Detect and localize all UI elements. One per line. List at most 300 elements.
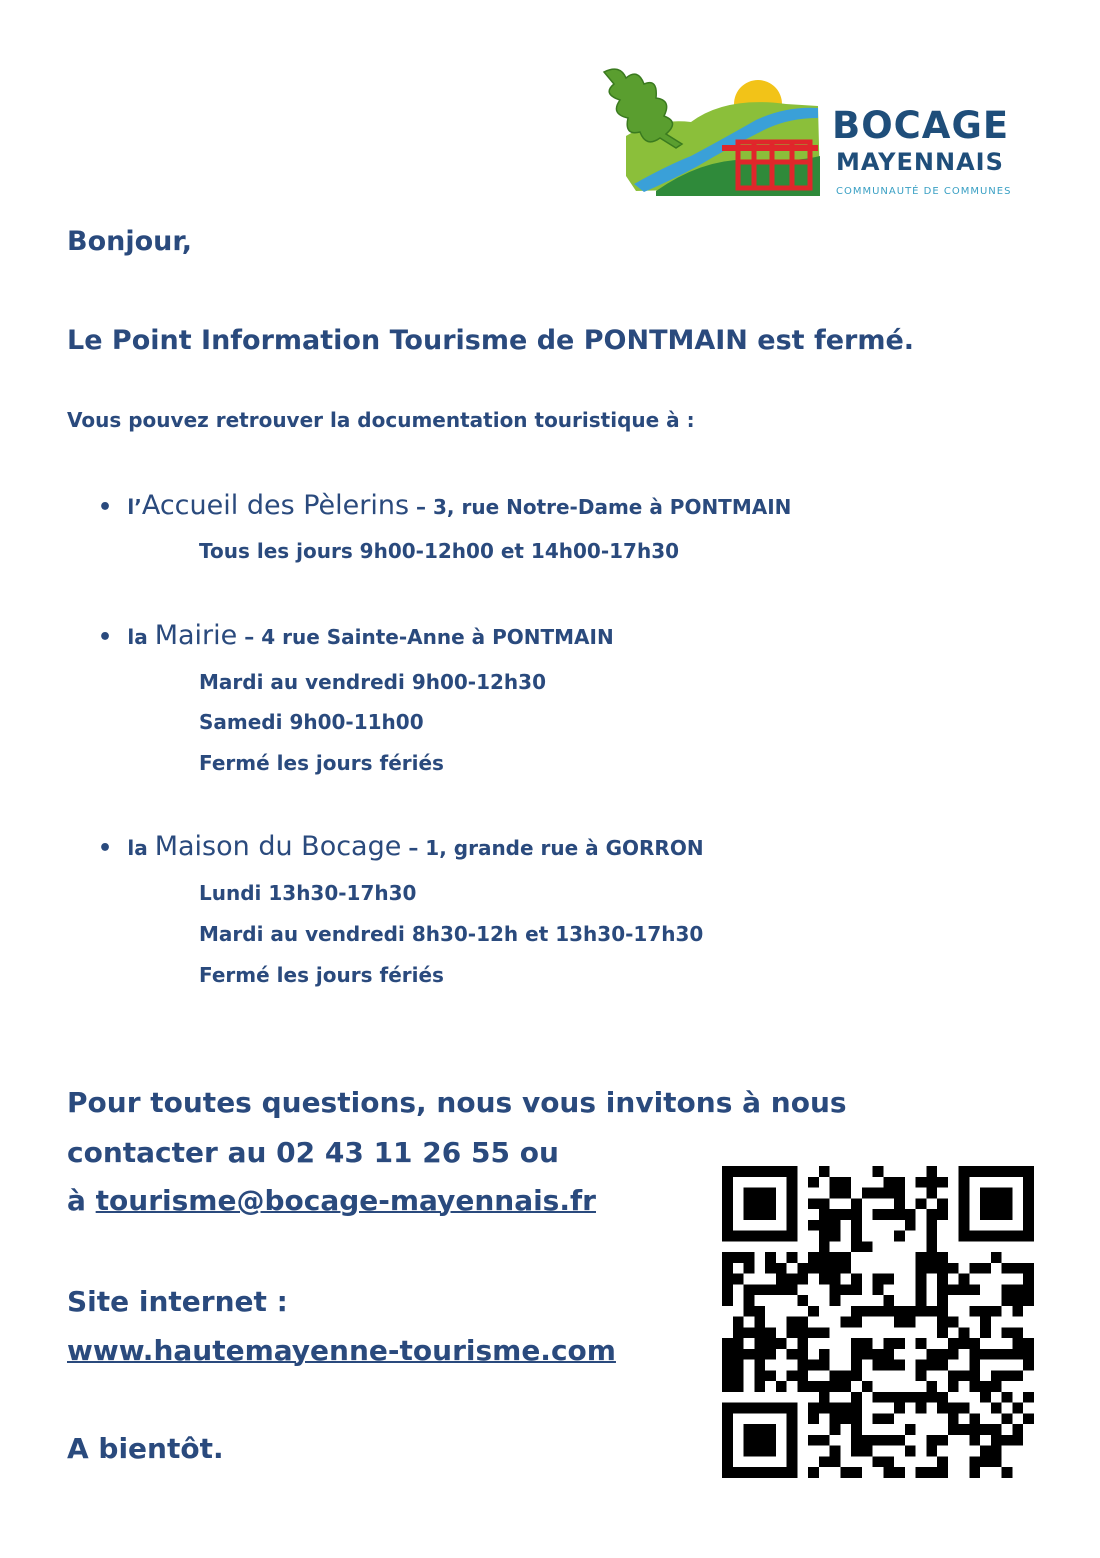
qr-module <box>722 1209 733 1220</box>
qr-module <box>797 1263 808 1274</box>
qr-module <box>830 1381 841 1392</box>
qr-module <box>765 1424 776 1435</box>
qr-module <box>905 1392 916 1403</box>
qr-module <box>980 1392 991 1403</box>
qr-module <box>991 1252 1002 1263</box>
qr-module <box>754 1317 765 1328</box>
qr-module <box>959 1284 970 1295</box>
qr-module <box>787 1220 798 1231</box>
qr-module <box>873 1166 884 1177</box>
qr-module <box>980 1188 991 1199</box>
qr-module <box>840 1467 851 1478</box>
qr-module <box>840 1413 851 1424</box>
qr-module <box>819 1166 830 1177</box>
qr-module <box>1002 1188 1013 1199</box>
qr-module <box>787 1349 798 1360</box>
bullet-icon: • <box>98 625 128 650</box>
qr-module <box>1012 1424 1023 1435</box>
qr-module <box>830 1403 841 1414</box>
qr-module <box>744 1252 755 1263</box>
qr-module <box>744 1403 755 1414</box>
qr-module <box>776 1274 787 1285</box>
qr-module <box>733 1317 744 1328</box>
qr-module <box>916 1403 927 1414</box>
qr-module <box>851 1220 862 1231</box>
qr-module <box>722 1403 733 1414</box>
email-link[interactable]: tourisme@bocage-mayennais.fr <box>95 1184 596 1217</box>
qr-module <box>787 1198 798 1209</box>
qr-module <box>797 1360 808 1371</box>
qr-module <box>754 1360 765 1371</box>
logo <box>596 56 1046 206</box>
qr-module <box>830 1252 841 1263</box>
qr-module <box>744 1209 755 1220</box>
logo-line1: BOCAGE <box>832 104 1010 147</box>
qr-module <box>980 1166 991 1177</box>
qr-module <box>733 1231 744 1242</box>
qr-module <box>840 1403 851 1414</box>
qr-module <box>894 1198 905 1209</box>
qr-module <box>969 1360 980 1371</box>
qr-module <box>980 1446 991 1457</box>
qr-module <box>926 1263 937 1274</box>
qr-module <box>797 1327 808 1338</box>
qr-module <box>819 1349 830 1360</box>
qr-module <box>808 1467 819 1478</box>
qr-module <box>937 1284 948 1295</box>
qr-module <box>959 1231 970 1242</box>
qr-module <box>894 1317 905 1328</box>
qr-module <box>722 1338 733 1349</box>
qr-module <box>980 1231 991 1242</box>
qr-module <box>991 1188 1002 1199</box>
qr-module <box>862 1188 873 1199</box>
qr-module <box>926 1467 937 1478</box>
qr-module <box>959 1198 970 1209</box>
closing: A bientôt. <box>67 1432 224 1465</box>
qr-module <box>787 1446 798 1457</box>
location-item <box>98 490 791 521</box>
qr-module <box>1002 1392 1013 1403</box>
qr-module <box>765 1263 776 1274</box>
qr-module <box>1023 1295 1034 1306</box>
qr-module <box>980 1306 991 1317</box>
qr-module <box>873 1274 884 1285</box>
qr-module <box>851 1284 862 1295</box>
location-address: – 3, rue Notre-Dame à PONTMAIN <box>409 495 792 519</box>
qr-module <box>980 1424 991 1435</box>
qr-module <box>819 1435 830 1446</box>
qr-module <box>905 1220 916 1231</box>
website-link[interactable]: www.hautemayenne-tourisme.com <box>67 1334 616 1367</box>
qr-module <box>851 1274 862 1285</box>
qr-module <box>851 1392 862 1403</box>
qr-module <box>883 1349 894 1360</box>
qr-module <box>765 1435 776 1446</box>
qr-module <box>916 1274 927 1285</box>
qr-module <box>991 1231 1002 1242</box>
qr-module <box>733 1166 744 1177</box>
qr-module <box>905 1209 916 1220</box>
qr-module <box>765 1209 776 1220</box>
qr-module <box>937 1209 948 1220</box>
qr-module <box>991 1456 1002 1467</box>
qr-module <box>744 1284 755 1295</box>
qr-module <box>862 1241 873 1252</box>
qr-module <box>1002 1263 1013 1274</box>
qr-module <box>754 1467 765 1478</box>
qr-module <box>905 1317 916 1328</box>
qr-module <box>808 1403 819 1414</box>
qr-module <box>851 1209 862 1220</box>
qr-module <box>969 1338 980 1349</box>
qr-module <box>744 1295 755 1306</box>
qr-module <box>765 1446 776 1457</box>
contact-line2: contacter au 02 43 11 26 55 ou <box>67 1136 559 1169</box>
qr-module <box>733 1327 744 1338</box>
qr-module <box>926 1177 937 1188</box>
qr-module <box>819 1209 830 1220</box>
qr-module <box>926 1166 937 1177</box>
qr-module <box>894 1231 905 1242</box>
qr-module <box>926 1220 937 1231</box>
qr-module <box>969 1456 980 1467</box>
qr-module <box>808 1306 819 1317</box>
qr-module <box>808 1198 819 1209</box>
location-hours: Samedi 9h00-11h00 <box>199 710 424 734</box>
qr-module <box>722 1198 733 1209</box>
qr-module <box>926 1446 937 1457</box>
qr-module <box>776 1284 787 1295</box>
qr-module <box>851 1446 862 1457</box>
qr-module <box>894 1177 905 1188</box>
qr-module <box>937 1306 948 1317</box>
location-hours: Fermé les jours fériés <box>199 963 444 987</box>
qr-module <box>948 1317 959 1328</box>
qr-module <box>926 1231 937 1242</box>
qr-module <box>862 1381 873 1392</box>
qr-module <box>959 1166 970 1177</box>
qr-module <box>937 1274 948 1285</box>
qr-module <box>808 1220 819 1231</box>
qr-module <box>851 1231 862 1242</box>
qr-module <box>883 1392 894 1403</box>
qr-module <box>1002 1413 1013 1424</box>
qr-module <box>1002 1349 1013 1360</box>
qr-module <box>926 1435 937 1446</box>
qr-module <box>840 1209 851 1220</box>
qr-module <box>754 1381 765 1392</box>
qr-module <box>851 1317 862 1328</box>
intro-text: Vous pouvez retrouver la documentation touristique à : <box>67 408 695 432</box>
qr-module <box>1012 1403 1023 1414</box>
qr-module <box>851 1306 862 1317</box>
qr-module <box>916 1263 927 1274</box>
qr-module <box>830 1220 841 1231</box>
qr-module <box>722 1381 733 1392</box>
qr-module <box>765 1284 776 1295</box>
qr-module <box>894 1467 905 1478</box>
qr-module <box>980 1456 991 1467</box>
qr-module <box>722 1424 733 1435</box>
qr-module <box>722 1231 733 1242</box>
qr-module <box>787 1284 798 1295</box>
qr-module <box>948 1349 959 1360</box>
location-address: – 4 rue Sainte-Anne à PONTMAIN <box>237 625 614 649</box>
qr-module <box>808 1263 819 1274</box>
location-hours: Mardi au vendredi 8h30-12h et 13h30-17h30 <box>199 922 704 946</box>
qr-module <box>1023 1188 1034 1199</box>
qr-module <box>787 1317 798 1328</box>
qr-module <box>937 1360 948 1371</box>
qr-module <box>754 1231 765 1242</box>
qr-code[interactable] <box>722 1166 1034 1478</box>
qr-module <box>787 1231 798 1242</box>
location-prefix: la <box>127 625 155 649</box>
qr-module <box>916 1284 927 1295</box>
qr-module <box>959 1327 970 1338</box>
qr-module <box>926 1392 937 1403</box>
location-name: Maison du Bocage <box>154 831 402 862</box>
qr-module <box>797 1381 808 1392</box>
qr-module <box>948 1284 959 1295</box>
qr-module <box>1012 1166 1023 1177</box>
bullet-icon: • <box>98 495 128 520</box>
qr-module <box>830 1274 841 1285</box>
qr-module <box>873 1435 884 1446</box>
location-hours: Tous les jours 9h00-12h00 et 14h00-17h30 <box>199 539 680 563</box>
qr-module <box>959 1188 970 1199</box>
qr-module <box>991 1349 1002 1360</box>
qr-module <box>905 1424 916 1435</box>
qr-module <box>744 1166 755 1177</box>
qr-module <box>808 1252 819 1263</box>
qr-module <box>969 1284 980 1295</box>
qr-module <box>733 1338 744 1349</box>
qr-module <box>808 1327 819 1338</box>
qr-module <box>787 1370 798 1381</box>
qr-module <box>1012 1231 1023 1242</box>
qr-module <box>851 1435 862 1446</box>
qr-module <box>744 1188 755 1199</box>
qr-module <box>969 1381 980 1392</box>
qr-module <box>744 1263 755 1274</box>
qr-module <box>916 1370 927 1381</box>
qr-module <box>819 1241 830 1252</box>
qr-module <box>948 1413 959 1424</box>
qr-module <box>787 1177 798 1188</box>
qr-module <box>1002 1327 1013 1338</box>
qr-module <box>1023 1220 1034 1231</box>
qr-module <box>765 1403 776 1414</box>
qr-module <box>797 1317 808 1328</box>
qr-module <box>991 1166 1002 1177</box>
qr-module <box>926 1306 937 1317</box>
qr-module <box>744 1349 755 1360</box>
qr-module <box>840 1252 851 1263</box>
qr-module <box>873 1306 884 1317</box>
qr-module <box>776 1403 787 1414</box>
qr-module <box>819 1327 830 1338</box>
qr-module <box>819 1252 830 1263</box>
qr-module <box>883 1209 894 1220</box>
qr-module <box>959 1209 970 1220</box>
qr-module <box>787 1467 798 1478</box>
qr-module <box>744 1327 755 1338</box>
qr-module <box>765 1252 776 1263</box>
qr-module <box>733 1403 744 1414</box>
qr-module <box>1023 1360 1034 1371</box>
qr-module <box>873 1392 884 1403</box>
qr-module <box>916 1306 927 1317</box>
qr-module <box>948 1370 959 1381</box>
qr-module <box>969 1424 980 1435</box>
logo-line2: MAYENNAIS <box>836 148 1004 176</box>
contact-prefix: à <box>67 1184 96 1217</box>
qr-module <box>722 1220 733 1231</box>
qr-module <box>754 1370 765 1381</box>
qr-module <box>819 1231 830 1242</box>
qr-module <box>916 1177 927 1188</box>
qr-module <box>830 1295 841 1306</box>
qr-module <box>733 1360 744 1371</box>
qr-module <box>754 1166 765 1177</box>
qr-module <box>980 1198 991 1209</box>
qr-module <box>830 1424 841 1435</box>
website-label: Site internet : <box>67 1285 288 1318</box>
qr-module <box>937 1349 948 1360</box>
qr-module <box>937 1327 948 1338</box>
qr-module <box>969 1166 980 1177</box>
qr-module <box>722 1166 733 1177</box>
qr-module <box>969 1413 980 1424</box>
qr-module <box>894 1403 905 1414</box>
qr-module <box>883 1338 894 1349</box>
qr-module <box>883 1456 894 1467</box>
qr-module <box>722 1446 733 1457</box>
qr-module <box>980 1381 991 1392</box>
qr-module <box>980 1209 991 1220</box>
qr-module <box>1012 1349 1023 1360</box>
qr-module <box>937 1456 948 1467</box>
qr-module <box>765 1349 776 1360</box>
qr-module <box>733 1274 744 1285</box>
qr-module <box>959 1274 970 1285</box>
qr-module <box>1002 1209 1013 1220</box>
qr-module <box>840 1284 851 1295</box>
qr-module <box>776 1166 787 1177</box>
qr-module <box>948 1424 959 1435</box>
qr-module <box>851 1338 862 1349</box>
qr-module <box>969 1263 980 1274</box>
qr-module <box>851 1360 862 1371</box>
qr-module <box>905 1306 916 1317</box>
qr-module <box>765 1166 776 1177</box>
logo-emblem <box>596 56 826 206</box>
qr-module <box>883 1295 894 1306</box>
qr-module <box>765 1327 776 1338</box>
qr-module <box>1023 1198 1034 1209</box>
location-hours: Mardi au vendredi 9h00-12h30 <box>199 670 547 694</box>
qr-module <box>776 1231 787 1242</box>
qr-module <box>819 1403 830 1414</box>
qr-module <box>926 1381 937 1392</box>
qr-module <box>862 1435 873 1446</box>
location-prefix: l’ <box>127 495 142 519</box>
qr-module <box>1023 1177 1034 1188</box>
qr-module <box>1023 1392 1034 1403</box>
qr-module <box>894 1306 905 1317</box>
qr-module <box>959 1403 970 1414</box>
qr-module <box>991 1403 1002 1414</box>
qr-module <box>722 1467 733 1478</box>
qr-module <box>991 1209 1002 1220</box>
qr-module <box>830 1188 841 1199</box>
qr-module <box>776 1263 787 1274</box>
qr-module <box>787 1252 798 1263</box>
location-hours: Lundi 13h30-17h30 <box>199 881 417 905</box>
qr-module <box>1023 1349 1034 1360</box>
qr-module <box>969 1467 980 1478</box>
qr-module <box>916 1392 927 1403</box>
qr-module <box>840 1370 851 1381</box>
qr-module <box>840 1317 851 1328</box>
qr-module <box>754 1306 765 1317</box>
qr-module <box>808 1381 819 1392</box>
qr-module <box>754 1349 765 1360</box>
qr-module <box>894 1338 905 1349</box>
qr-module <box>722 1252 733 1263</box>
qr-module <box>754 1188 765 1199</box>
qr-module <box>1002 1295 1013 1306</box>
qr-module <box>840 1188 851 1199</box>
qr-module <box>969 1231 980 1242</box>
qr-module <box>808 1360 819 1371</box>
qr-module <box>787 1403 798 1414</box>
qr-module <box>765 1467 776 1478</box>
qr-module <box>1012 1295 1023 1306</box>
qr-module <box>754 1338 765 1349</box>
qr-module <box>883 1360 894 1371</box>
qr-module <box>744 1424 755 1435</box>
qr-module <box>776 1467 787 1478</box>
qr-module <box>937 1467 948 1478</box>
qr-module <box>722 1370 733 1381</box>
qr-module <box>959 1220 970 1231</box>
qr-module <box>797 1349 808 1360</box>
qr-module <box>1023 1231 1034 1242</box>
qr-module <box>926 1252 937 1263</box>
qr-module <box>991 1435 1002 1446</box>
qr-module <box>787 1166 798 1177</box>
greeting: Bonjour, <box>67 226 192 257</box>
qr-module <box>722 1177 733 1188</box>
qr-module <box>883 1274 894 1285</box>
qr-module <box>937 1295 948 1306</box>
location-address: – 1, grande rue à GORRON <box>401 836 704 860</box>
location-name: Mairie <box>154 620 238 651</box>
qr-module <box>851 1349 862 1360</box>
qr-module <box>722 1349 733 1360</box>
qr-module <box>754 1435 765 1446</box>
qr-module <box>991 1370 1002 1381</box>
qr-module <box>926 1209 937 1220</box>
qr-module <box>722 1435 733 1446</box>
qr-module <box>883 1306 894 1317</box>
qr-module <box>830 1446 841 1457</box>
qr-module <box>722 1413 733 1424</box>
qr-module <box>862 1349 873 1360</box>
